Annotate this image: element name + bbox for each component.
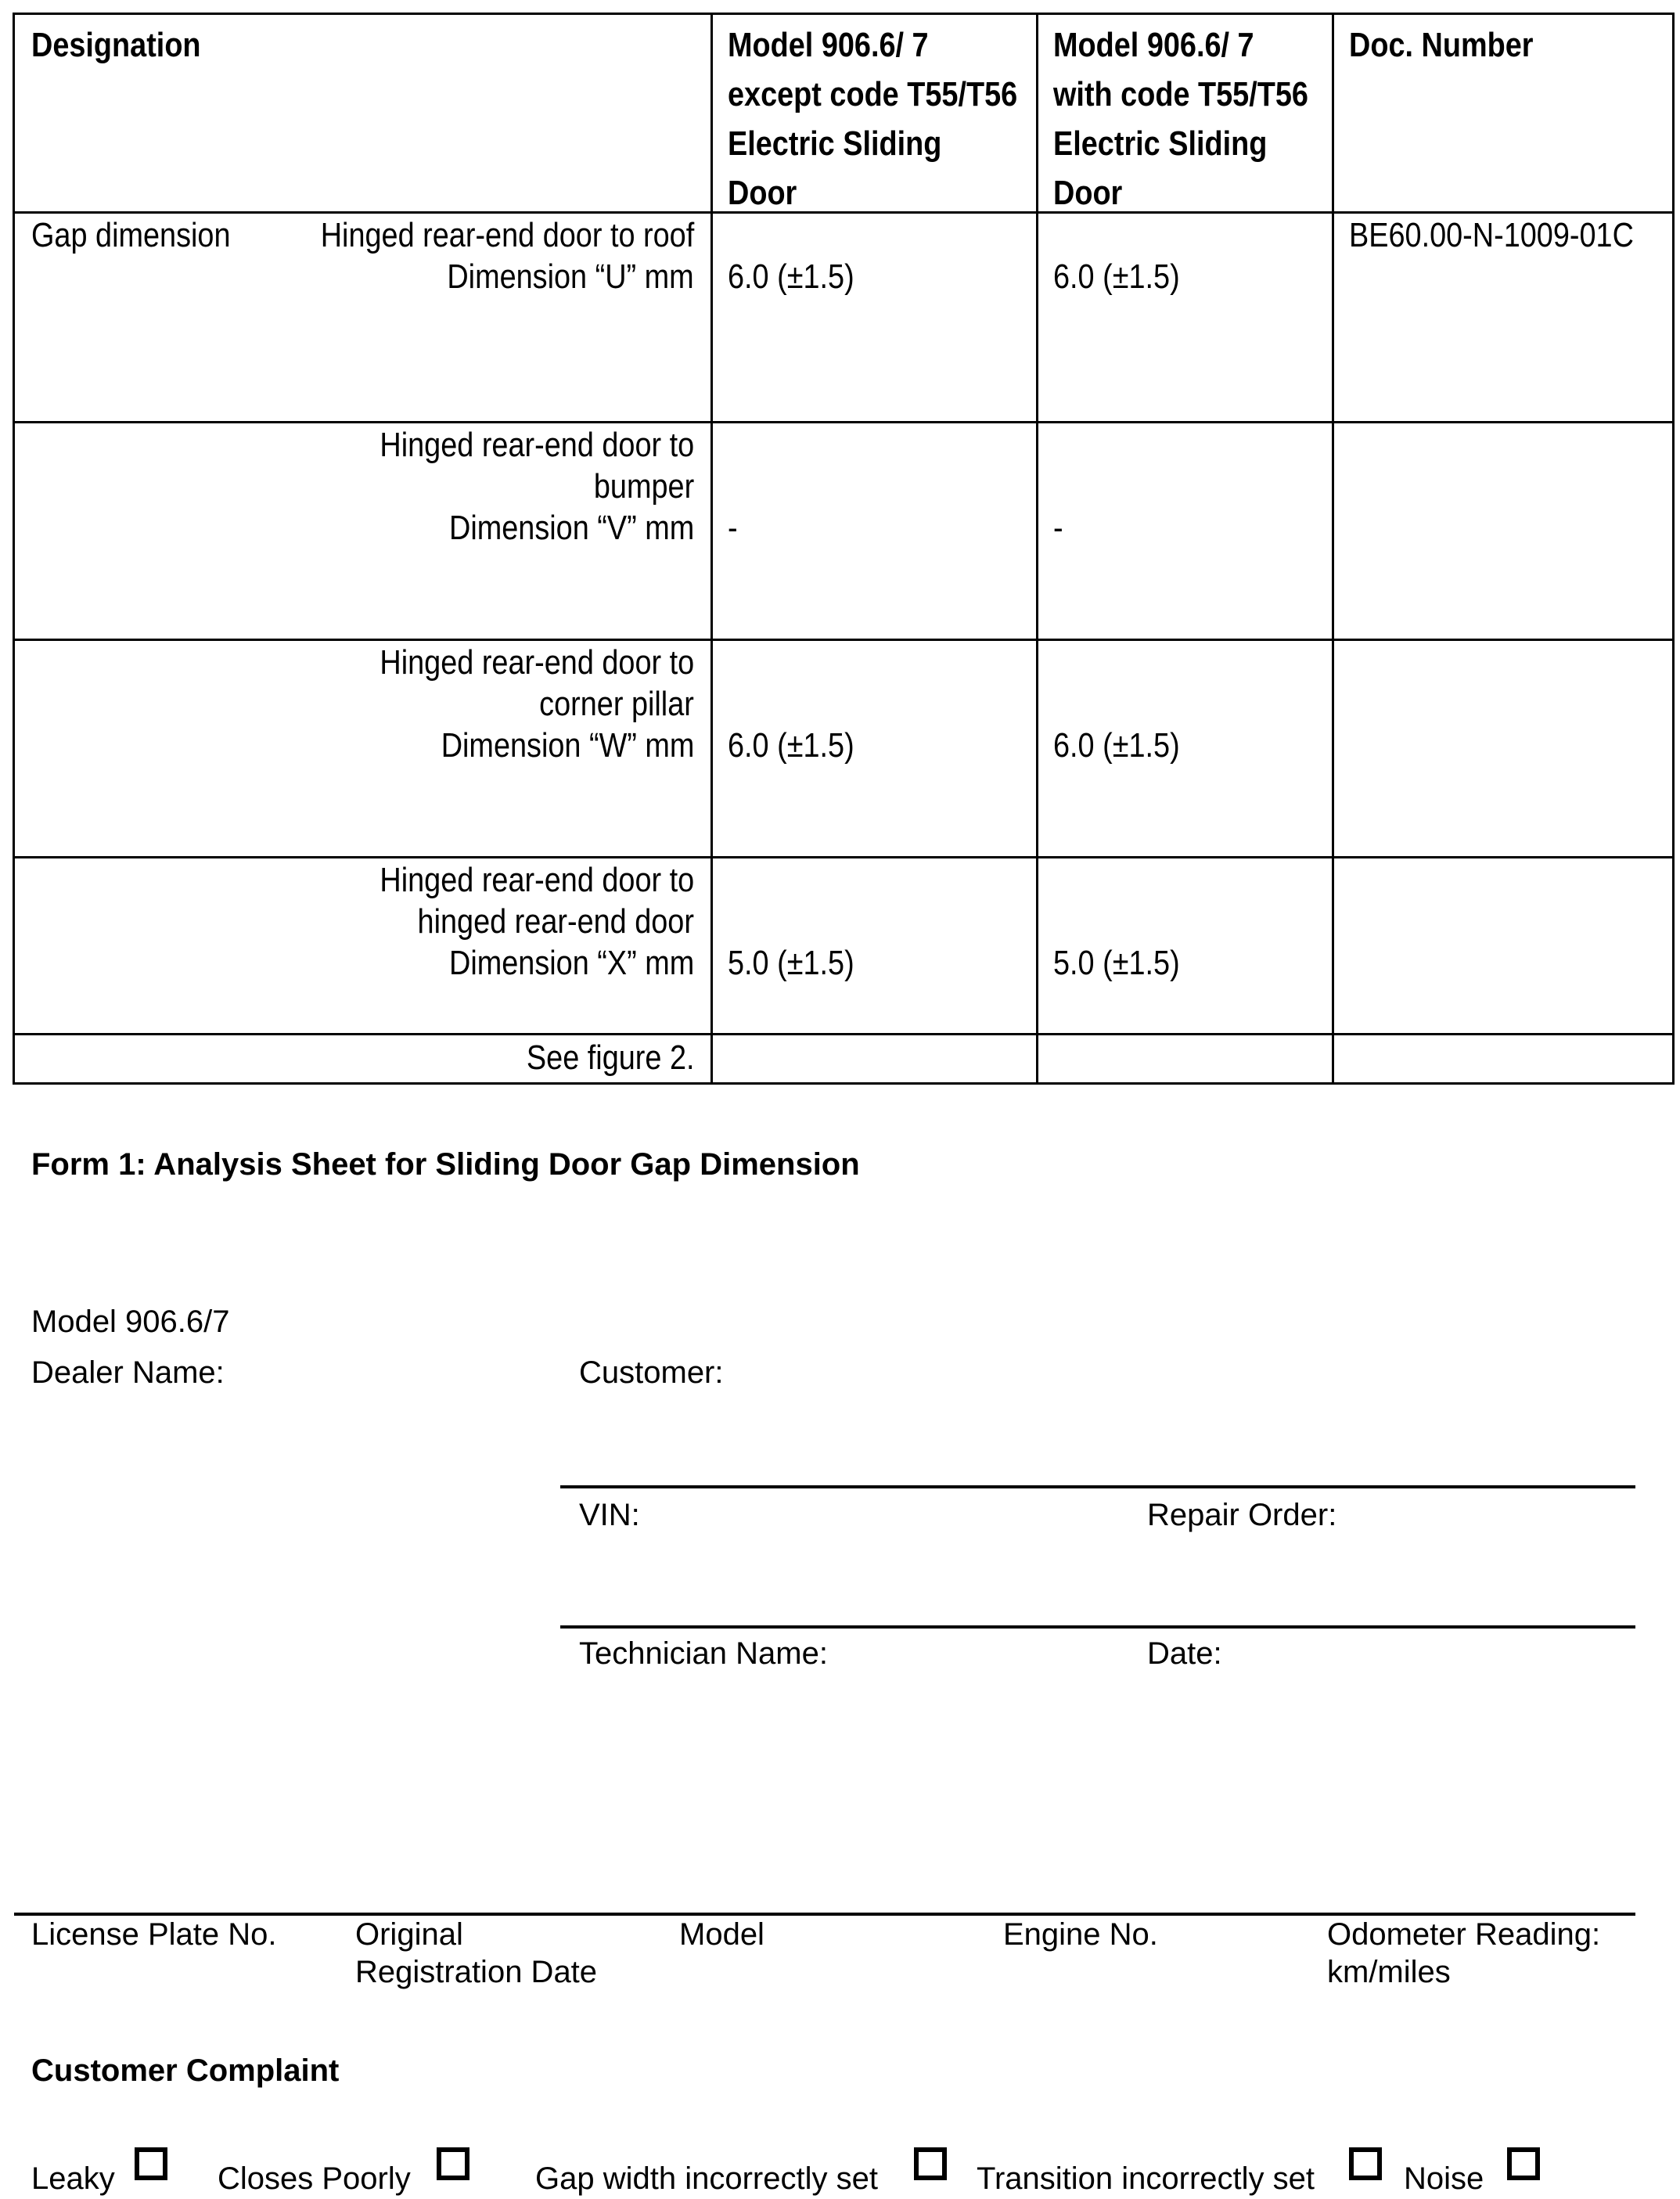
header-doc-number: Doc. Number (1349, 26, 1534, 64)
header-model-except: Model 906.6/ 7 except code T55/T56 Electric Sliding Door (728, 26, 1018, 212)
customer-label: Customer: (579, 1355, 724, 1390)
header-model-with: Model 906.6/ 7 with code T55/T56 Electric Sliding Door (1053, 26, 1308, 212)
form-title: Form 1: Analysis Sheet for Sliding Door Gap Dimension (31, 1147, 860, 1182)
header-designation: Designation (31, 26, 201, 64)
row-u-doc-number: BE60.00-N-1009-01C (1349, 216, 1634, 254)
table-col-rule-1 (710, 13, 713, 1085)
customer-underline (560, 1485, 1635, 1488)
table-col-rule-0 (13, 13, 15, 1085)
dealer-name-label: Dealer Name: (31, 1355, 225, 1390)
complaint-noise-checkbox[interactable] (1507, 2147, 1540, 2180)
row-v-designation: Hinged rear-end door to bumper Dimension “V” mm (380, 426, 694, 547)
row-w-except-value: 6.0 (±1.5) (728, 726, 854, 765)
odometer-label: Odometer Reading: km/miles (1327, 1917, 1601, 1989)
vin-label: VIN: (579, 1498, 640, 1532)
engine-no-label: Engine No. (1003, 1917, 1158, 1952)
row-x-designation: Hinged rear-end door to hinged rear-end door Dimension “X” mm (380, 861, 694, 982)
row-x-with-value: 5.0 (±1.5) (1053, 944, 1180, 982)
row-x-except-value: 5.0 (±1.5) (728, 944, 854, 982)
technician-name-label: Technician Name: (579, 1636, 828, 1671)
model-field-label: Model (679, 1917, 764, 1952)
row-u-designation: Hinged rear-end door to roof Dimension “U” mm (320, 216, 694, 296)
row-u-except-value: 6.0 (±1.5) (728, 257, 854, 296)
table-rule-row2 (13, 639, 1675, 641)
complaint-transition-checkbox[interactable] (1349, 2147, 1382, 2180)
row-u-with-value: 6.0 (±1.5) (1053, 257, 1180, 296)
customer-complaint-heading: Customer Complaint (31, 2053, 340, 2088)
complaint-transition-label: Transition incorrectly set (977, 2161, 1315, 2196)
original-registration-label: Original Registration Date (355, 1917, 598, 1989)
date-label: Date: (1147, 1636, 1222, 1671)
table-rule-row1 (13, 421, 1675, 423)
license-plate-label: License Plate No. (31, 1917, 277, 1952)
table-rule-top (13, 13, 1675, 15)
row-w-designation: Hinged rear-end door to corner pillar Dimension “W” mm (380, 643, 694, 765)
complaint-gap-width-checkbox[interactable] (914, 2147, 947, 2180)
complaint-leaky-checkbox[interactable] (135, 2147, 167, 2180)
vin-underline (560, 1625, 1635, 1629)
table-rule-row3 (13, 856, 1675, 858)
complaint-leaky-label: Leaky (31, 2161, 115, 2196)
model-label: Model 906.6/7 (31, 1305, 230, 1339)
complaint-closes-poorly-label: Closes Poorly (218, 2161, 411, 2196)
row-v-with-value: - (1053, 509, 1063, 547)
complaint-gap-width-label: Gap width incorrectly set (535, 2161, 878, 2196)
row-gap-dimension-label: Gap dimension (31, 216, 231, 254)
repair-order-label: Repair Order: (1147, 1498, 1337, 1532)
table-col-rule-4 (1672, 13, 1675, 1085)
row-v-except-value: - (728, 509, 738, 547)
table-rule-row4 (13, 1033, 1675, 1035)
complaint-closes-poorly-checkbox[interactable] (437, 2147, 469, 2180)
table-rule-bottom (13, 1082, 1675, 1085)
row-see-figure: See figure 2. (526, 1038, 694, 1077)
row-w-with-value: 6.0 (±1.5) (1053, 726, 1180, 765)
complaint-noise-label: Noise (1404, 2161, 1484, 2196)
